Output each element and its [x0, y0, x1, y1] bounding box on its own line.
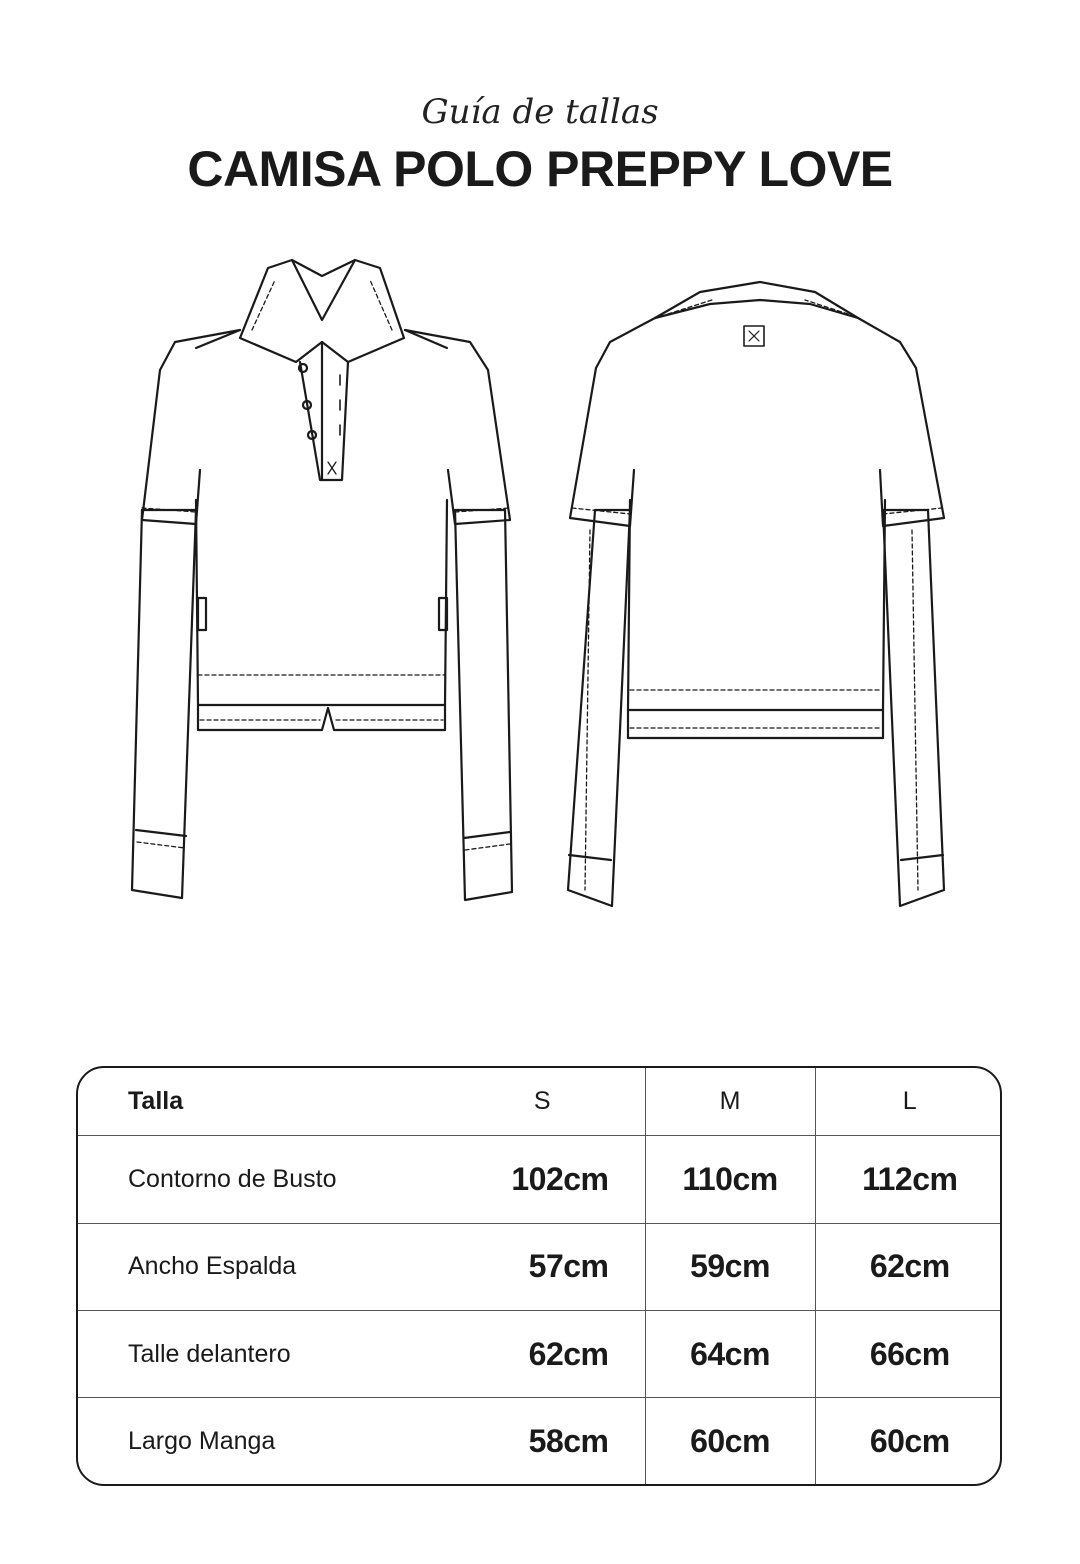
size-chart-table — [76, 1066, 1002, 1486]
column-header-l: L — [815, 1068, 1002, 1136]
front-view-drawing — [132, 260, 512, 900]
value-s: 62cm — [528, 1335, 609, 1372]
value-m: 64cm — [645, 1310, 815, 1397]
row-label: Contorno de Busto — [128, 1164, 337, 1193]
value-m: 60cm — [645, 1398, 815, 1484]
garment-technical-drawings — [0, 230, 1080, 950]
table-row — [78, 1398, 1002, 1484]
column-header-m: M — [645, 1068, 815, 1136]
row-label: Largo Manga — [128, 1426, 276, 1455]
table-row — [78, 1310, 1002, 1397]
value-m: 110cm — [645, 1136, 815, 1223]
value-l: 112cm — [815, 1136, 1002, 1223]
column-header-talla: Talla — [128, 1087, 184, 1116]
column-header-s: S — [533, 1087, 551, 1116]
product-title: CAMISA POLO PREPPY LOVE — [187, 141, 893, 197]
size-header-cell — [78, 1068, 645, 1136]
table-header-row — [78, 1068, 1002, 1136]
value-s: 58cm — [528, 1422, 609, 1459]
back-view-drawing — [568, 282, 944, 906]
value-s: 102cm — [511, 1160, 609, 1197]
table-row — [78, 1136, 1002, 1223]
row-label: Talle delantero — [128, 1339, 291, 1368]
value-l: 60cm — [869, 1422, 950, 1459]
row-label: Ancho Espalda — [128, 1252, 297, 1281]
value-l: 62cm — [815, 1223, 1002, 1310]
size-guide-subtitle: Guía de tallas — [421, 92, 659, 132]
value-l: 66cm — [815, 1310, 1002, 1397]
value-s: 57cm — [528, 1248, 609, 1285]
value-m: 59cm — [645, 1223, 815, 1310]
table-row — [78, 1223, 1002, 1310]
